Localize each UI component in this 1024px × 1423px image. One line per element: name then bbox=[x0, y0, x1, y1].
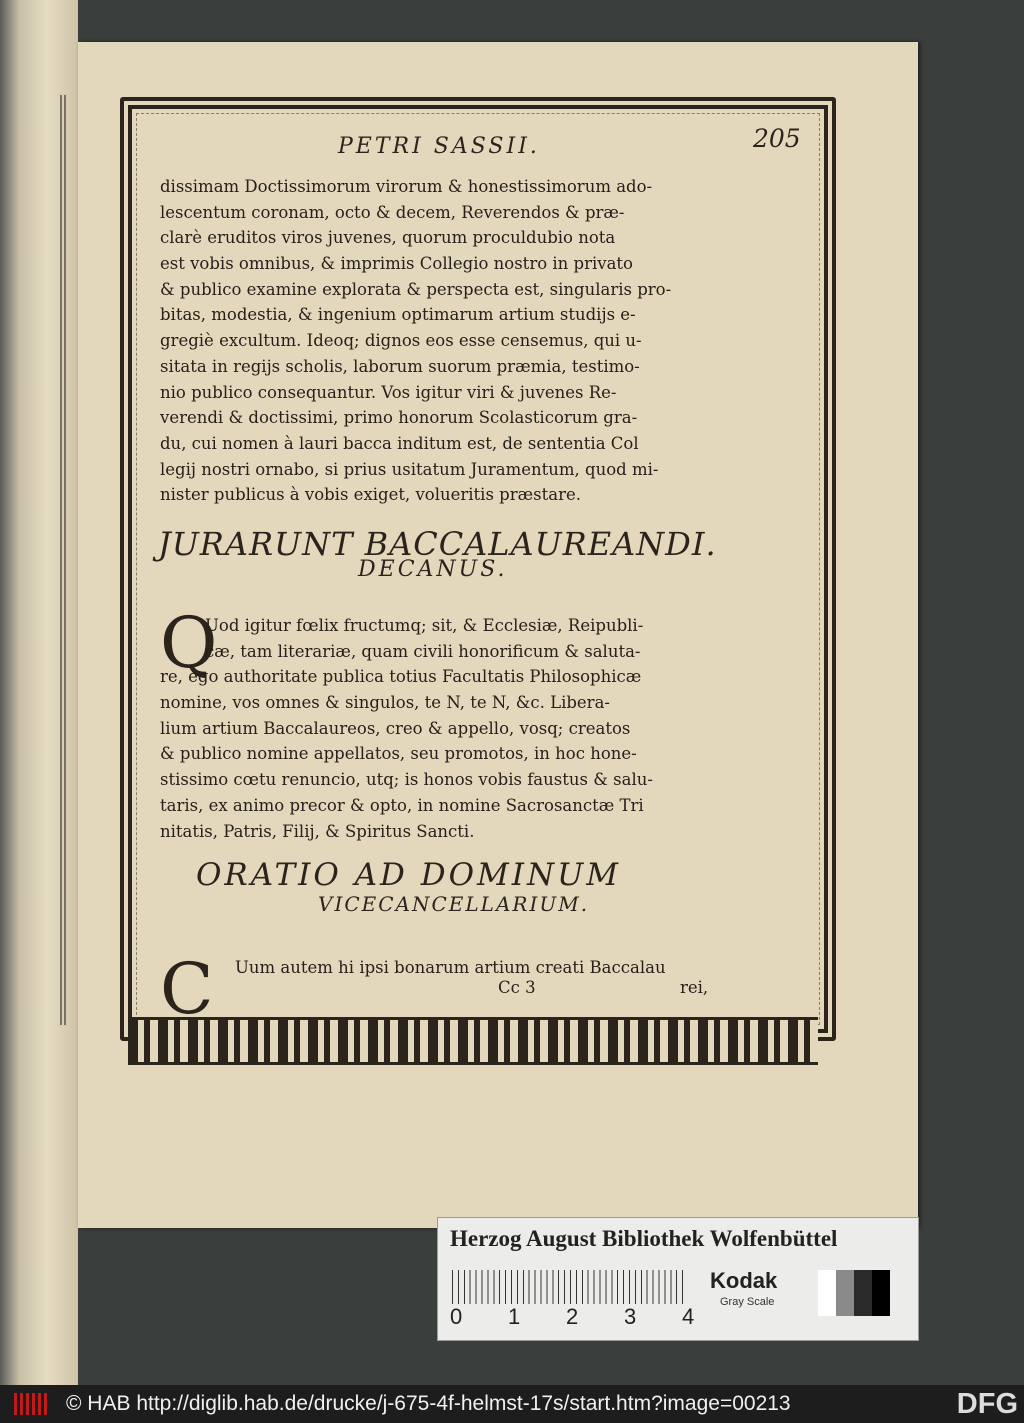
gray-scale-label: Gray Scale bbox=[720, 1296, 775, 1308]
running-head: PETRI SASSII. bbox=[338, 134, 540, 159]
bottom-ornament-band bbox=[128, 1017, 818, 1065]
text-line: sitata in regijs scholis, laborum suorum præmia, testimo- bbox=[160, 356, 640, 376]
text-line: dissimam Doctissimorum virorum & honestissimorum ado- bbox=[160, 177, 653, 196]
signature-mark: Cc 3 bbox=[498, 978, 536, 997]
subheading-decanus: DECANUS. bbox=[358, 557, 508, 582]
text-line: & publico nomine appellatos, seu promotos, in hoc hone- bbox=[160, 744, 637, 764]
ruler-number: 2 bbox=[566, 1304, 579, 1329]
body-paragraph-3 bbox=[160, 955, 735, 981]
section-heading-oratio: ORATIO AD DOMINUM bbox=[196, 857, 621, 893]
gray-swatch bbox=[818, 1270, 836, 1316]
gray-swatch bbox=[836, 1270, 854, 1316]
text-line: nio publico consequantur. Vos igitur viri & juvenes Re- bbox=[160, 382, 617, 402]
drop-cap-q: Q bbox=[160, 602, 218, 684]
kodak-logo: Kodak bbox=[710, 1268, 778, 1293]
dfg-logo: DFG bbox=[956, 1388, 1018, 1420]
color-scale-card bbox=[437, 1217, 919, 1341]
hab-rings-icon bbox=[14, 1393, 50, 1415]
text-line: est vobis omnibus, & imprimis Collegio nostro in privato bbox=[160, 254, 633, 274]
catchword: rei, bbox=[680, 978, 709, 997]
text-line: re, ego authoritate publica totius Facultatis Philosophicæ bbox=[160, 667, 642, 687]
ruler-number: 4 bbox=[682, 1304, 695, 1329]
text-line: bitas, modestia, & ingenium optimarum artium studijs e- bbox=[160, 305, 636, 325]
body-paragraph-2 bbox=[160, 613, 735, 844]
text-line: gregiè excultum. Ideoq; dignos eos esse censemus, qui u- bbox=[160, 331, 642, 351]
gray-swatches bbox=[818, 1270, 890, 1316]
text-line: verendi & doctissimi, primo honorum Scolasticorum gra- bbox=[160, 408, 638, 428]
text-line: lescentum coronam, octo & decem, Reverendos & præ- bbox=[160, 202, 625, 222]
drop-cap-c: C bbox=[160, 948, 214, 1030]
ruler-ticks bbox=[452, 1270, 688, 1304]
viewer-footer bbox=[0, 1385, 1024, 1423]
gray-swatch bbox=[854, 1270, 872, 1316]
text-line: Uod igitur fœlix fructumq; sit, & Ecclesiæ, Reipubli- bbox=[205, 616, 644, 635]
text-line: du, cui nomen à lauri bacca inditum est, de sententia Col bbox=[160, 433, 639, 453]
text-line: taris, ex animo precor & opto, in nomine Sacrosanctæ Tri bbox=[160, 795, 644, 815]
text-line: Uum autem hi ipsi bonarum artium creati Baccalau bbox=[235, 958, 666, 977]
facing-page-edge bbox=[0, 0, 78, 1385]
library-name: Herzog August Bibliothek Wolfenbüttel bbox=[450, 1226, 838, 1251]
ruler-number: 1 bbox=[508, 1304, 521, 1329]
facing-page-border bbox=[8, 95, 66, 1025]
text-line: nister publicus à vobis exiget, volueritis præstare. bbox=[160, 485, 581, 505]
body-paragraph-1 bbox=[160, 174, 735, 508]
text-line: & publico examine explorata & perspecta est, singularis pro- bbox=[160, 279, 672, 299]
text-line: stissimo cœtu renuncio, utq; is honos vobis faustus & salu- bbox=[160, 770, 653, 790]
gray-swatch bbox=[872, 1270, 890, 1316]
ruler-number: 3 bbox=[624, 1304, 637, 1329]
text-line: clarè eruditos viros juvenes, quorum proculdubio nota bbox=[160, 228, 616, 248]
source-url-link[interactable]: © HAB http://diglib.hab.de/drucke/j-675-4f-helmst-17s/start.htm?image=00213 bbox=[66, 1392, 791, 1415]
text-line: nitatis, Patris, Filij, & Spiritus Sancti. bbox=[160, 821, 475, 841]
text-line: nomine, vos omnes & singulos, te N, te N, &c. Libera- bbox=[160, 693, 610, 713]
book-page bbox=[78, 42, 918, 1228]
text-line: lium artium Baccalaureos, creo & appello, vosq; creatos bbox=[160, 718, 631, 738]
ruler-numbers bbox=[450, 1304, 710, 1334]
subheading-vicecancellarium: VICECANCELLARIUM. bbox=[318, 892, 590, 916]
section-heading-jurarunt: JURARUNT BACCALAUREANDI. bbox=[158, 525, 717, 563]
text-line: cæ, tam literariæ, quam civili honorificum & saluta- bbox=[205, 641, 641, 661]
text-line: legij nostri ornabo, si prius usitatum Juramentum, quod mi- bbox=[160, 459, 659, 479]
page-number: 205 bbox=[753, 124, 801, 153]
ruler-number: 0 bbox=[450, 1304, 463, 1329]
